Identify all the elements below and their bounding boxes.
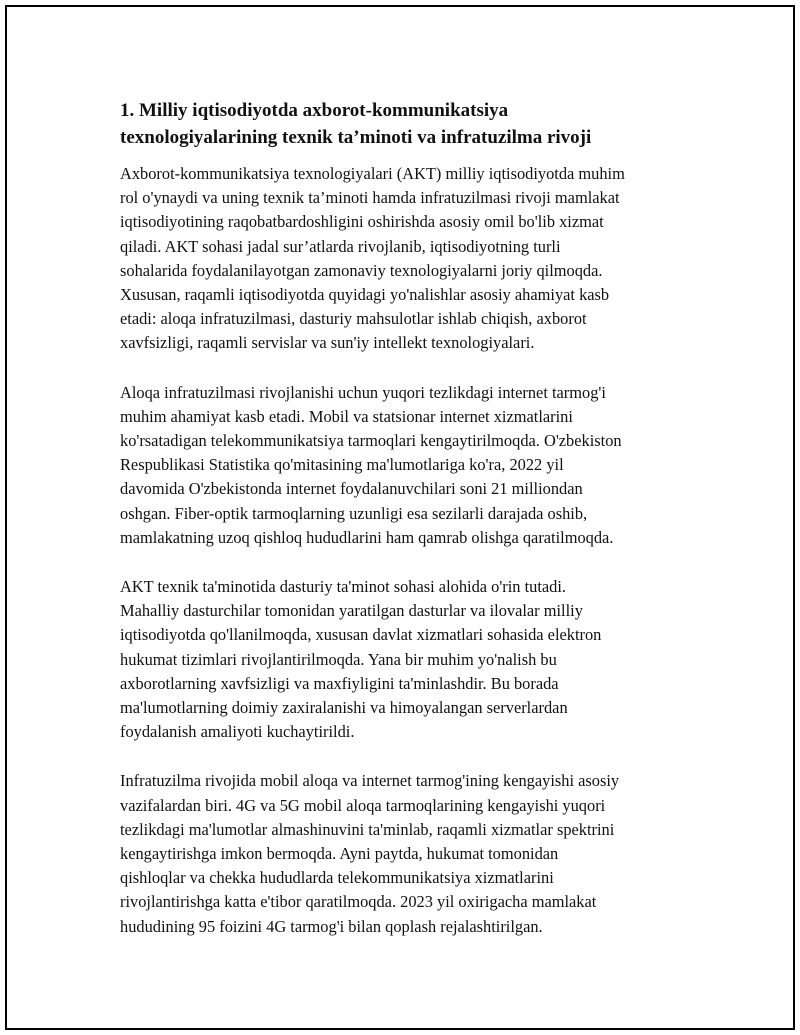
text-line: qishloqlar va chekka hududlarda telekommunikatsiya xizmatlarini: [120, 868, 554, 888]
text-line: Respublikasi Statistika qo'mitasining ma'lumotlariga ko'ra, 2022 yil: [120, 455, 564, 475]
document-content: [120, 97, 695, 964]
paragraph-2: [120, 381, 695, 550]
text-line: Aloqa infratuzilmasi rivojlanishi uchun yuqori tezlikdagi internet tarmog'i: [120, 382, 606, 402]
text-line: Infratuzilma rivojida mobil aloqa va internet tarmog'ining kengayishi asosiy: [120, 771, 620, 791]
text-line: Mahalliy dasturchilar tomonidan yaratilgan dasturlar va ilovalar milliy: [120, 601, 583, 621]
text-line: tezlikdagi ma'lumotlar almashinuvini ta'minlab, raqamli xizmatlar spektrini: [120, 819, 615, 839]
text-line: vazifalardan biri. 4G va 5G mobil aloqa tarmoqlarining kengayishi yuqori: [120, 795, 606, 815]
paragraph-1: [120, 162, 695, 356]
section-heading-line: 1. Milliy iqtisodiyotda axborot-kommunikatsiya: [120, 100, 509, 121]
text-line: axborotlarning xavfsizligi va maxfiyligini ta'minlashdir. Bu borada: [120, 673, 559, 693]
text-line: mamlakatning uzoq qishloq hududlarini ham qamrab olishga qaratilmoqda.: [120, 527, 614, 547]
text-line: muhim ahamiyat kasb etadi. Mobil va statsionar internet xizmatlarini: [120, 406, 573, 426]
paragraph-4: [120, 769, 695, 938]
text-line: hududining 95 foizini 4G tarmog'i bilan qoplash rejalashtirilgan.: [120, 916, 543, 936]
text-line: rivojlantirishga katta e'tibor qaratilmoqda. 2023 yil oxirigacha mamlakat: [120, 892, 597, 912]
text-line: ma'lumotlarning doimiy zaxiralanishi va himoyalangan serverlardan: [120, 698, 568, 718]
text-line: Xususan, raqamli iqtisodiyotda quyidagi yo'nalishlar asosiy ahamiyat kasb: [120, 285, 610, 305]
section-heading: [120, 97, 695, 151]
text-line: oshgan. Fiber-optik tarmoqlarning uzunligi esa sezilarli darajada oshib,: [120, 503, 588, 523]
text-line: etadi: aloqa infratuzilmasi, dasturiy mahsulotlar ishlab chiqish, axborot: [120, 309, 587, 329]
text-line: ko'rsatadigan telekommunikatsiya tarmoqlari kengaytirilmoqda. O'zbekiston: [120, 431, 622, 451]
text-line: iqtisodiyotining raqobatbardoshligini oshirishda asosiy omil bo'lib xizmat: [120, 212, 604, 232]
text-line: sohalarida foydalanilayotgan zamonaviy texnologiyalarni joriy qilmoqda.: [120, 260, 603, 280]
paragraph-3: [120, 575, 695, 744]
page-frame: [5, 5, 795, 1030]
text-line: qiladi. AKT sohasi jadal sur’atlarda rivojlanib, iqtisodiyotning turli: [120, 236, 561, 256]
section-heading-line: texnologiyalarining texnik ta’minoti va infratuzilma rivoji: [120, 127, 592, 148]
text-line: iqtisodiyotda qo'llanilmoqda, xususan davlat xizmatlari sohasida elektron: [120, 625, 602, 645]
text-line: Axborot-kommunikatsiya texnologiyalari (AKT) milliy iqtisodiyotda muhim: [120, 164, 625, 183]
text-line: AKT texnik ta'minotida dasturiy ta'minot sohasi alohida o'rin tutadi.: [120, 577, 567, 597]
text-line: xavfsizligi, raqamli servislar va sun'iy intellekt texnologiyalari.: [120, 333, 535, 353]
text-line: rol o'ynaydi va uning texnik ta’minoti hamda infratuzilmasi rivoji mamlakat: [120, 188, 620, 208]
text-line: hukumat tizimlari rivojlantirilmoqda. Yana bir muhim yo'nalish bu: [120, 649, 557, 669]
text-line: davomida O'zbekistonda internet foydalanuvchilari soni 21 milliondan: [120, 479, 583, 499]
text-line: kengaytirishga imkon bermoqda. Ayni paytda, hukumat tomonidan: [120, 844, 559, 864]
text-line: foydalanish amaliyoti kuchaytirildi.: [120, 722, 355, 742]
